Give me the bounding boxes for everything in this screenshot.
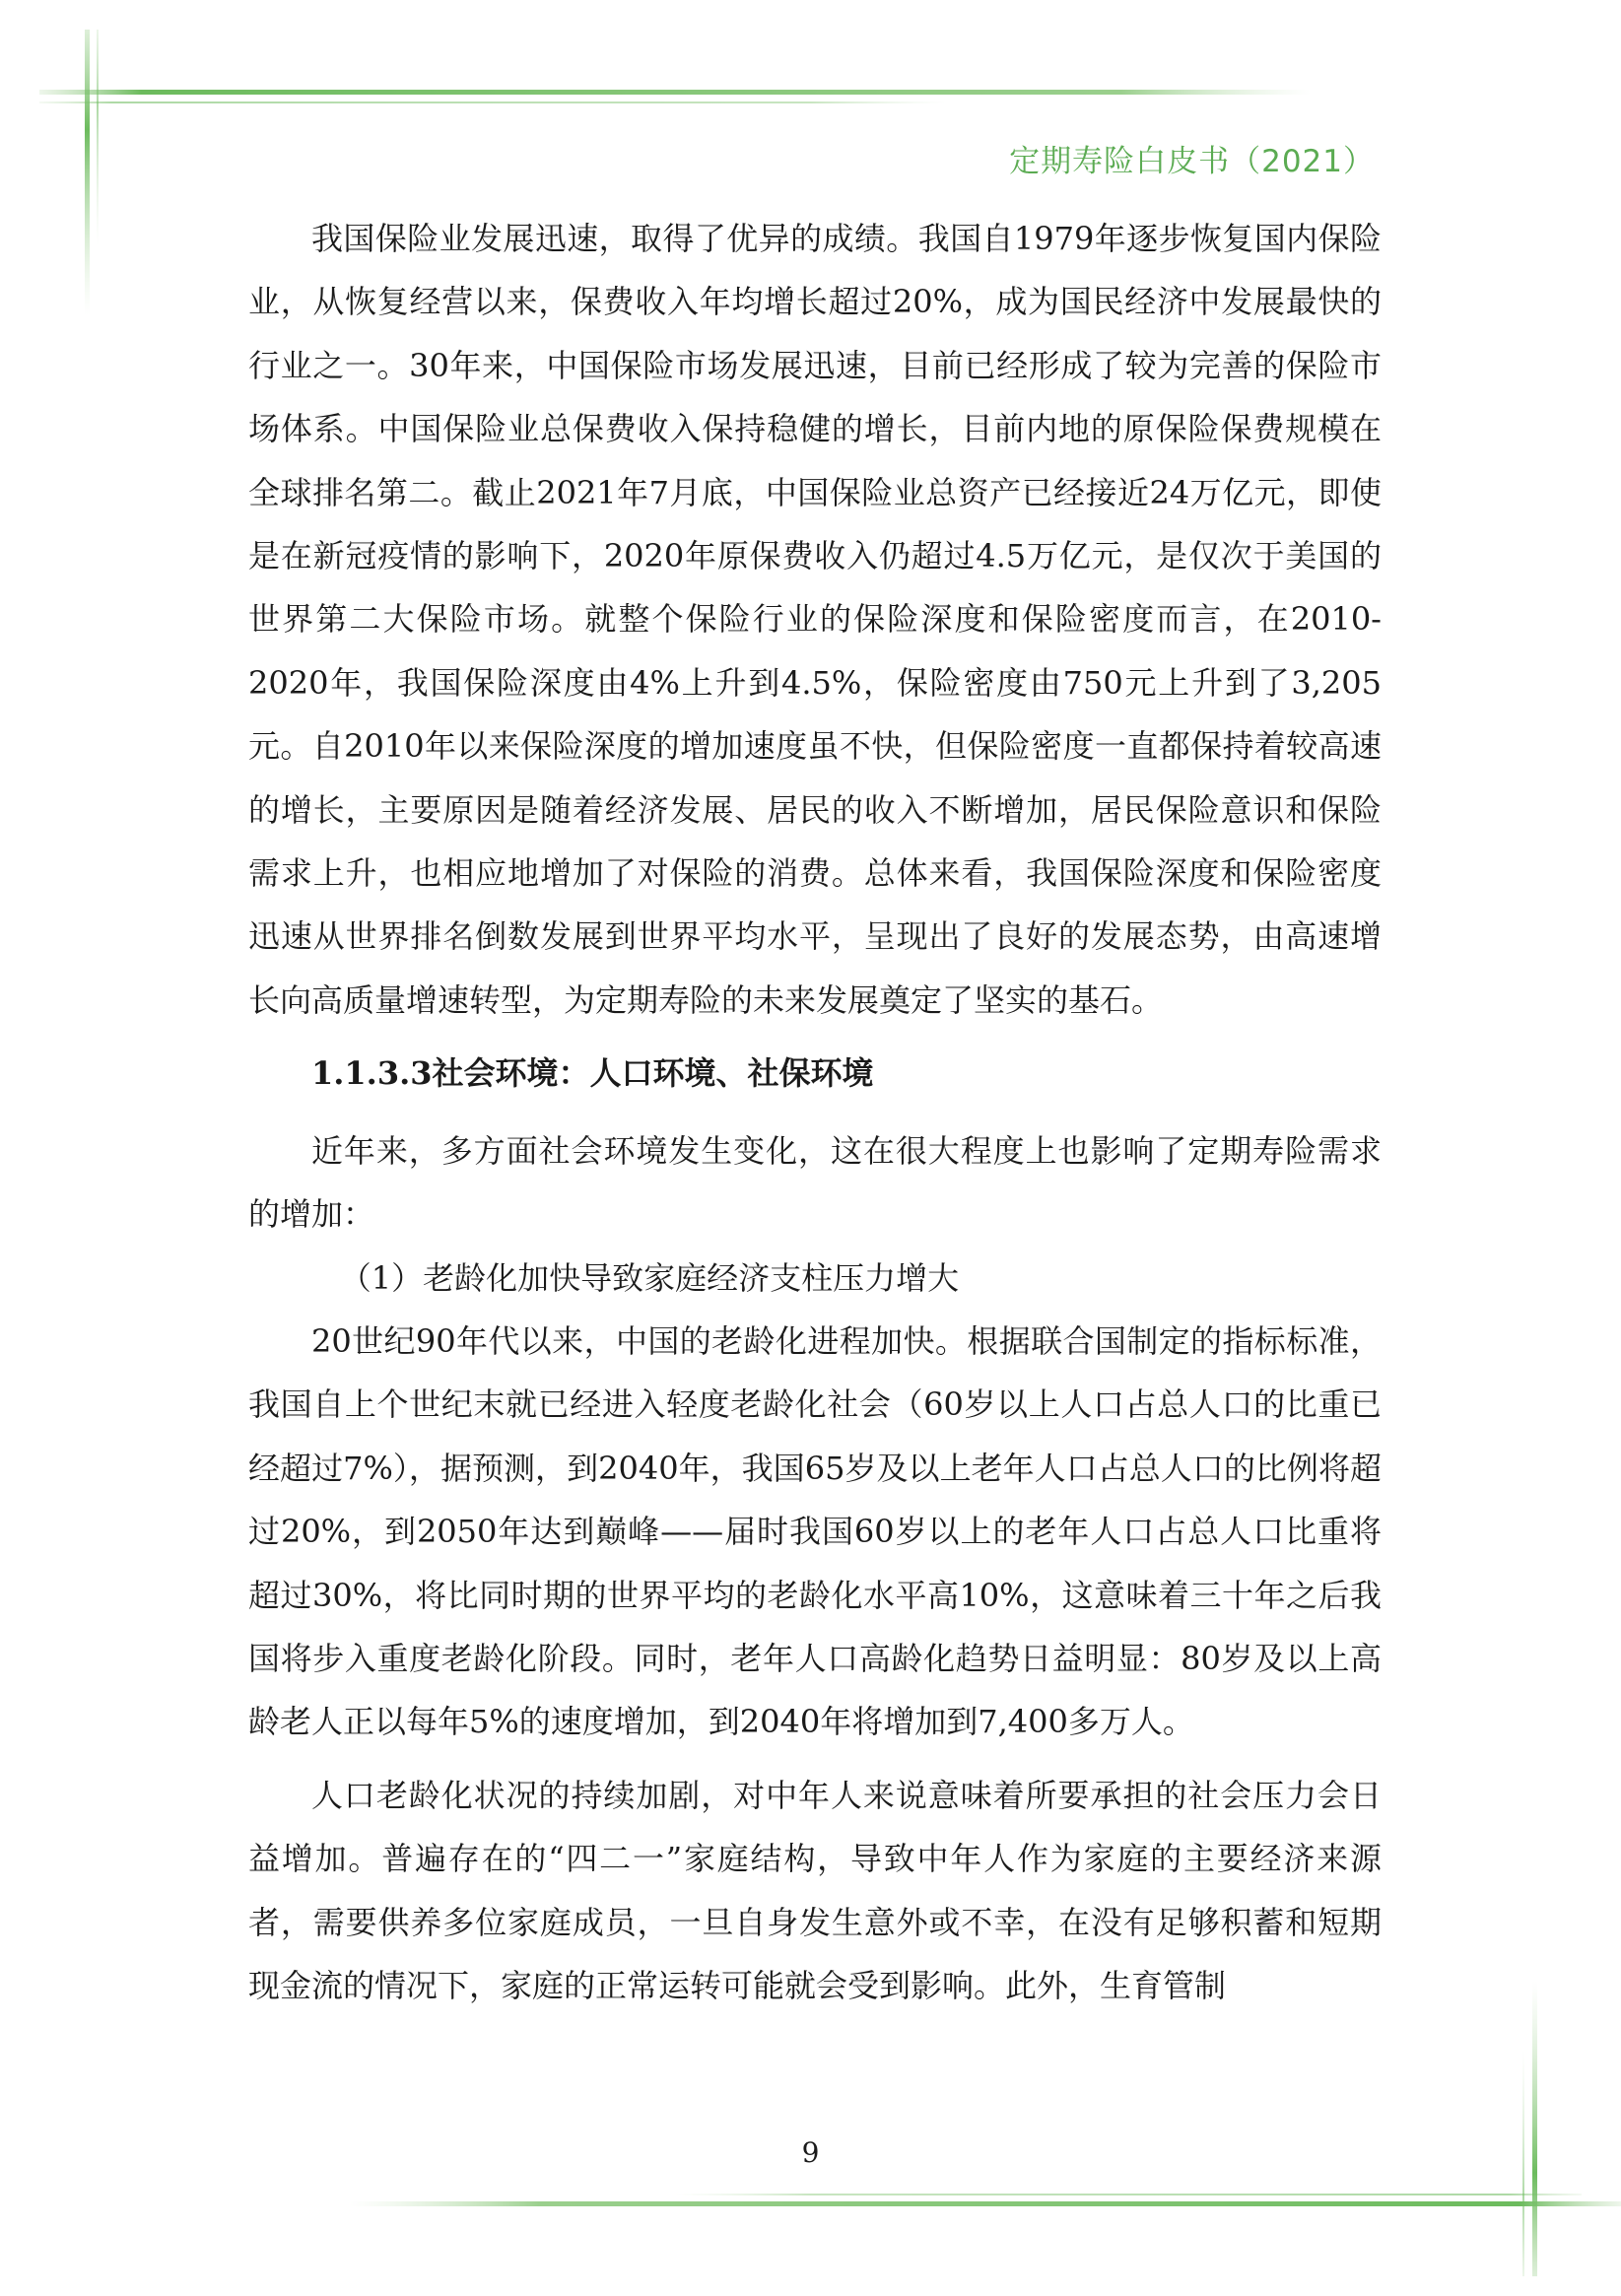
frame-line-right	[1532, 1981, 1537, 2276]
paragraph-aging: 20世纪90年代以来，中国的老龄化进程加快。根据联合国制定的指标标准，我国自上个世纪末就已经进入轻度老龄化社会（60岁以上人口占总人口的比重已经超过7%），据预测，到2040年，我国65岁及以上老年人口占总人口的比例将超过20%，到2050年达到巅峰——届时我国60岁以上的老年人口占总人口比重将超过30%，将比同时期的世界平均的老龄化水平高10%，这意味着三十年之后我国将步入重度老龄化阶段。同时，老年人口高龄化趋势日益明显：80岁及以上高龄老人正以每年5%的速度增加，到2040年将增加到7,400多万人。	[248, 1321, 1382, 1741]
frame-line-top	[39, 90, 1311, 95]
frame-line-left	[85, 30, 90, 315]
document-header-title: 定期寿险白皮书（2021）	[1009, 144, 1375, 179]
subsection-title: （1）老龄化加快导致家庭经济支柱压力增大	[339, 1258, 960, 1297]
paragraph-social-environment: 近年来，多方面社会环境发生变化，这在很大程度上也影响了定期寿险需求的增加：	[248, 1131, 1382, 1234]
frame-line-bottom	[350, 2201, 1621, 2206]
section-heading: 1.1.3.3社会环境：人口环境、社保环境	[311, 1054, 874, 1093]
page-number: 9	[801, 2136, 820, 2169]
paragraph-insurance-development: 我国保险业发展迅速，取得了优异的成绩。我国自1979年逐步恢复国内保险业，从恢复经营以来，保费收入年均增长超过20%，成为国民经济中发展最快的行业之一。30年来，中国保险市场发展迅速，目前已经形成了较为完善的保险市场体系。中国保险业总保费收入保持稳健的增长，目前内地的原保险保费规模在全球排名第二。截止2021年7月底，中国保险业总资产已经接近24万亿元，即使是在新冠疫情的影响下，2020年原保费收入仍超过4.5万亿元，是仅次于美国的世界第二大保险市场。就整个保险行业的保险深度和保险密度而言，在2010-2020年，我国保险深度由4%上升到4.5%，保险密度由750元上升到了3,205元。自2010年以来保险深度的增加速度虽不快，但保险密度一直都保持着较高速的增长，主要原因是随着经济发展、居民的收入不断增加，居民保险意识和保险需求上升，也相应地增加了对保险的消费。总体来看，我国保险深度和保险密度迅速从世界排名倒数发展到世界平均水平，呈现出了良好的发展态势，由高速增长向高质量增速转型，为定期寿险的未来发展奠定了坚实的基石。	[248, 220, 1382, 1019]
document-body	[248, 207, 1382, 2017]
paragraph-family-pressure: 人口老龄化状况的持续加剧，对中年人来说意味着所要承担的社会压力会日益增加。普遍存在的“四二一”家庭结构，导致中年人作为家庭的主要经济来源者，需要供养多位家庭成员，一旦自身发生意外或不幸，在没有足够积蓄和短期现金流的情况下，家庭的正常运转可能就会受到影响。此外，生育管制	[248, 1776, 1382, 2004]
